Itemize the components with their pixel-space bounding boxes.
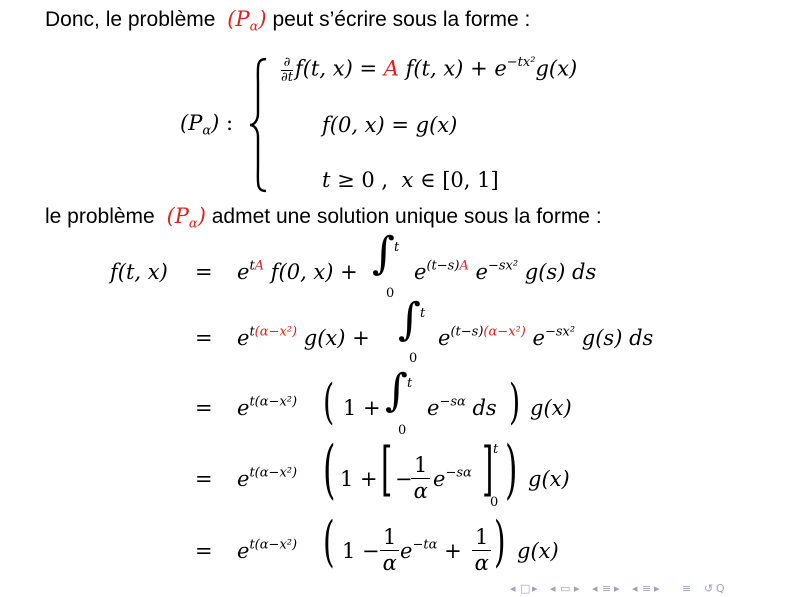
integral-2-upper: t: [420, 306, 426, 321]
next-frame-icon[interactable]: ▸: [532, 582, 538, 595]
solution-line-4-end: g(x): [528, 467, 570, 491]
paren-3-open: (: [323, 374, 335, 430]
problem-symbol-2: $(P_\alpha)$: [166, 204, 206, 232]
intro-1-text: Donc, le problème: [45, 8, 216, 31]
solution-line-5-exp: $e^{-t\alpha}$ +: [400, 537, 462, 563]
solution-line-1: $e^{tA}$ f(0, x) +: [237, 258, 358, 284]
paren-4-open: (: [323, 433, 336, 507]
integral-1: ∫: [372, 228, 395, 279]
align-icon[interactable]: ≡: [682, 582, 692, 595]
equals-2: =: [195, 326, 213, 350]
integral-1-upper: t: [394, 240, 400, 255]
beamer-navigation-bar: [510, 583, 810, 597]
intro-1-tail: peut s’écrire sous la forme :: [272, 8, 531, 31]
problem-symbol-1: $(P_\alpha)$: [227, 7, 267, 35]
equals-3: =: [195, 396, 213, 420]
equals-4: =: [195, 467, 213, 491]
intro-2-tail: admet une solution unique sous la forme :: [211, 205, 602, 228]
integral-1-lower: 0: [386, 286, 395, 301]
section-icon[interactable]: ≡: [602, 582, 612, 595]
integral-2-lower: 0: [409, 351, 418, 366]
solution-line-4: $e^{t(\alpha-x^2)}$: [237, 465, 298, 491]
zoom-icon[interactable]: Q: [716, 582, 725, 595]
prev-section-icon[interactable]: ◂: [592, 582, 598, 595]
system-eq-2: f(0, x) = g(x): [322, 113, 458, 137]
solution-line-2: $e^{t(\alpha-x^2)}$ g(x) +: [237, 324, 370, 350]
paren-4-close: ): [505, 433, 518, 507]
prev-part-icon[interactable]: ◂: [632, 582, 638, 595]
integral-3: ∫: [385, 365, 408, 416]
solution-line-5: $e^{t(\alpha-x^2)}$: [237, 537, 298, 563]
next-section-icon[interactable]: ▸: [614, 582, 620, 595]
integral-3-upper: t: [407, 376, 413, 391]
solution-line-3-mid: 1 +: [343, 396, 381, 420]
solution-line-4-exp: $e^{-s\alpha}$: [433, 465, 472, 491]
solution-line-5-end: g(x): [517, 539, 559, 563]
equals-5: =: [195, 539, 213, 563]
integral-2: ∫: [398, 294, 421, 345]
bracket-4-close: ]: [482, 435, 494, 503]
system-eq-1: ∂ ∂t f(t, x) = A f(t, $x) + e^{-tx^2}g(x)$: [281, 54, 578, 85]
intro-2-text: le problème: [45, 205, 155, 228]
solution-line-3: $e^{t(\alpha-x^2)}$: [237, 394, 298, 420]
fraction-4: 1 α: [411, 453, 430, 504]
solution-line-3-end: g(x): [530, 396, 572, 420]
prev-subsection-icon[interactable]: ◂: [550, 582, 556, 595]
next-part-icon[interactable]: ▸: [654, 582, 660, 595]
equals-1: =: [195, 260, 213, 284]
part-icon[interactable]: ≡: [642, 582, 652, 595]
solution-line-5-one: 1 −: [342, 539, 380, 563]
intro-sentence-2: [45, 204, 602, 232]
subsection-icon[interactable]: ▭: [560, 582, 571, 595]
solution-lhs: f(t, x): [110, 260, 168, 284]
system-label: $(P_\alpha)$ :: [180, 111, 234, 139]
search-icon[interactable]: ↺: [704, 582, 714, 595]
bracket-4-open: [: [381, 435, 393, 503]
solution-line-4-one: 1 +: [340, 467, 378, 491]
solution-line-3-rest: $e^{-s\alpha}$ ds: [427, 394, 497, 420]
prev-frame-icon[interactable]: ◂: [510, 582, 516, 595]
fraction-5a: 1 α: [380, 525, 399, 576]
solution-line-2-rest: $e^{(t-s)(\alpha-x^2)}$ $e^{-sx^2}$ g(s) ds: [438, 324, 654, 350]
left-brace: [248, 57, 272, 193]
solution-line-1-rest: $e^{(t-s)A}$ $e^{-sx^2}$ g(s) ds: [414, 258, 597, 284]
integral-3-lower: 0: [398, 423, 407, 438]
frame-icon[interactable]: □: [520, 582, 531, 595]
paren-5-open: (: [323, 510, 335, 573]
intro-sentence-1: [45, 7, 531, 35]
bracket-4-lower: 0: [490, 495, 499, 510]
bracket-4-upper: t: [493, 442, 499, 457]
next-subsection-icon[interactable]: ▸: [574, 582, 580, 595]
paren-3-close: ): [509, 374, 521, 430]
fraction-5b: 1 α: [472, 525, 491, 576]
solution-line-4-minus: −: [395, 467, 413, 491]
system-eq-3: t ≥ 0 , x ∈ [0, 1]: [322, 168, 499, 192]
paren-5-close: ): [494, 510, 506, 573]
